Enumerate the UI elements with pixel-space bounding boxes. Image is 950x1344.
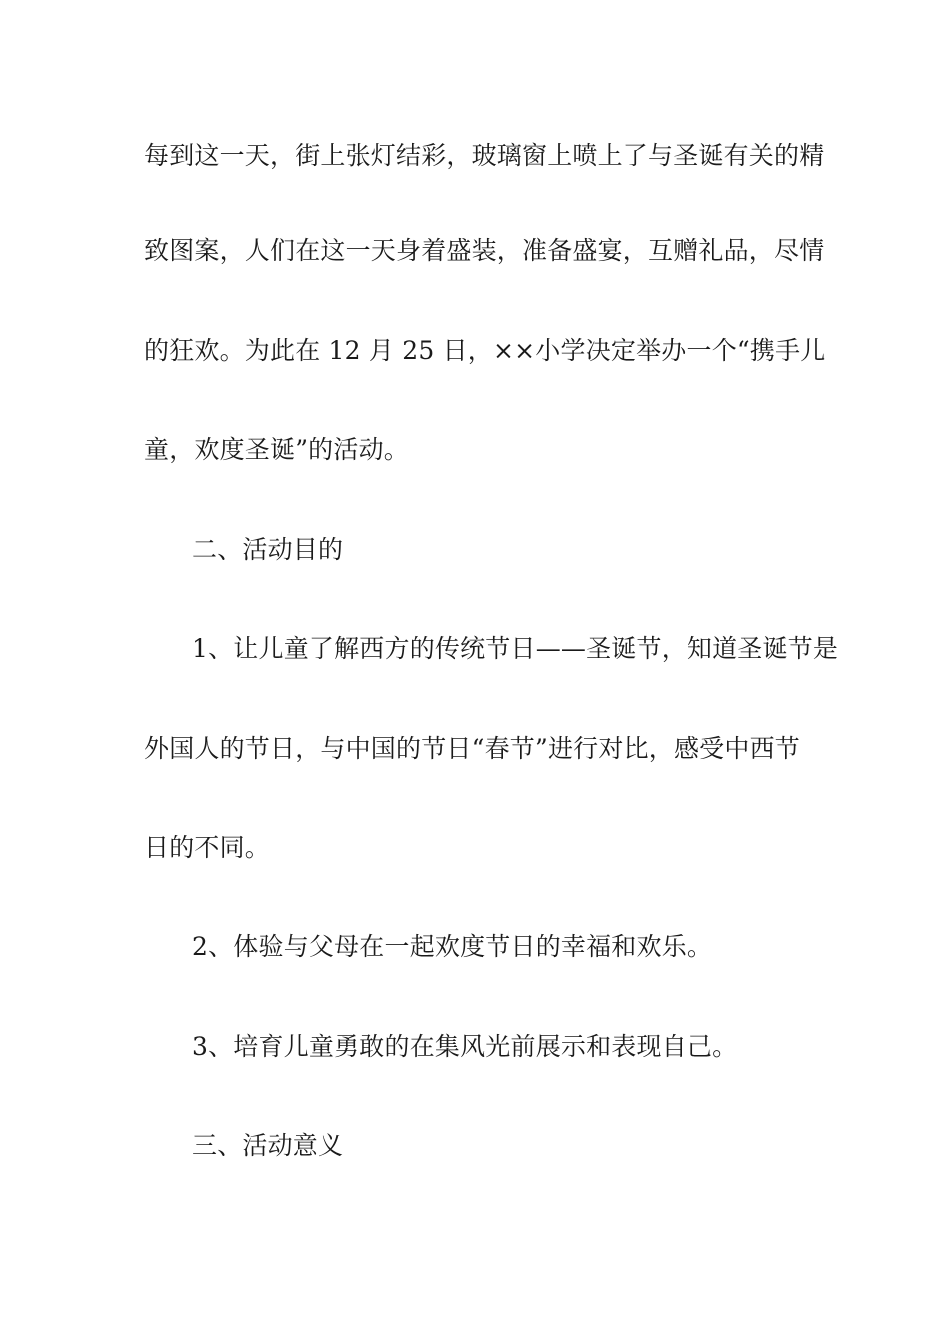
paragraph-line: 日的不同。 bbox=[144, 833, 271, 862]
section-heading-purpose: 二、活动目的 bbox=[192, 535, 344, 564]
paragraph-line: 每到这一天，街上张灯结彩，玻璃窗上喷上了与圣诞有关的精 bbox=[144, 141, 825, 170]
section-heading-significance: 三、活动意义 bbox=[192, 1131, 344, 1160]
paragraph-line: 童，欢度圣诞”的活动。 bbox=[144, 435, 409, 464]
list-item-2: 2、体验与父母在一起欢度节日的幸福和欢乐。 bbox=[192, 932, 713, 961]
list-item-3: 3、培育儿童勇敢的在集风光前展示和表现自己。 bbox=[192, 1032, 738, 1061]
paragraph-line: 的狂欢。为此在 12 月 25 日，××小学决定举办一个“携手儿 bbox=[144, 336, 826, 365]
paragraph-line: 外国人的节日，与中国的节日“春节”进行对比，感受中西节 bbox=[144, 734, 800, 763]
paragraph-line: 致图案，人们在这一天身着盛装，准备盛宴，互赠礼品，尽情 bbox=[144, 236, 825, 265]
list-item-1: 1、让儿童了解西方的传统节日——圣诞节，知道圣诞节是 bbox=[192, 634, 839, 663]
